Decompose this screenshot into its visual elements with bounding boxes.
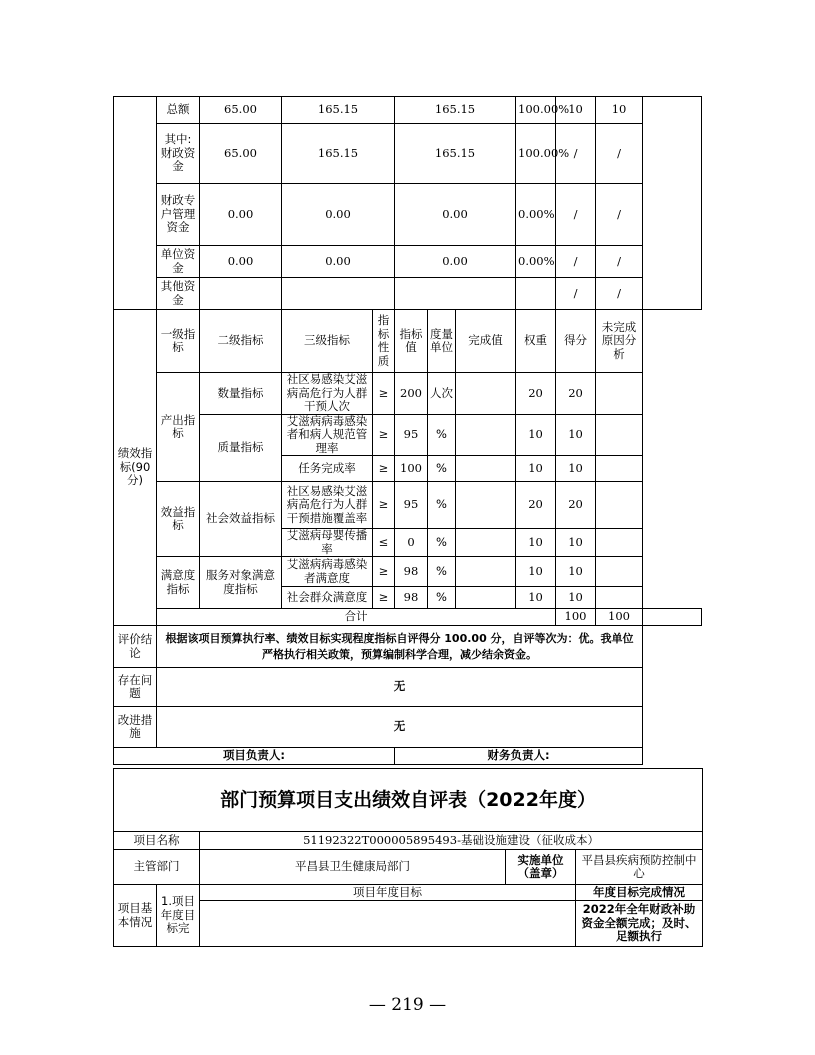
funds-score: / — [596, 184, 643, 246]
funds-row — [114, 124, 702, 184]
indicator-value: 200 — [395, 373, 428, 415]
indicator-score: 10 — [556, 587, 596, 609]
indicator-done — [456, 529, 516, 557]
funds-score: 10 — [596, 97, 643, 124]
indicator-value: 98 — [395, 587, 428, 609]
funds-full-year: 0.00 — [282, 184, 395, 246]
indicator-score: 10 — [556, 557, 596, 587]
funds-executed: 0.00 — [395, 184, 516, 246]
performance-table — [113, 96, 702, 765]
funds-score: / — [596, 246, 643, 278]
funds-rate: 100.00% — [516, 97, 556, 124]
funds-label: 财政专户管理资金 — [157, 184, 200, 246]
indicator-unit: % — [428, 414, 456, 456]
goal-text — [200, 901, 576, 947]
indicator-unit: % — [428, 482, 456, 529]
level1-benefit: 效益指标 — [157, 482, 200, 557]
funds-section-cell — [114, 97, 157, 310]
indicator-nature: ≥ — [373, 587, 395, 609]
funds-weight: / — [556, 278, 596, 310]
indicator-nature: ≤ — [373, 529, 395, 557]
indicator-reason — [596, 414, 643, 456]
indicator-name: 艾滋病母婴传播率 — [282, 529, 373, 557]
basic-info-label: 项目基本情况 — [114, 885, 157, 947]
funds-budget — [200, 278, 282, 310]
annual-goal-label: 1.项目年度目标完 — [157, 885, 200, 947]
indicator-weight: 10 — [516, 529, 556, 557]
funds-executed: 0.00 — [395, 246, 516, 278]
total-row — [114, 609, 702, 626]
indicator-nature: ≥ — [373, 373, 395, 415]
funds-executed: 165.15 — [395, 124, 516, 184]
funds-executed: 165.15 — [395, 97, 516, 124]
indicator-reason — [596, 373, 643, 415]
improve-text: 无 — [157, 707, 643, 748]
level2-quantity: 数量指标 — [200, 373, 282, 415]
indicator-unit: % — [428, 456, 456, 482]
funds-full-year: 0.00 — [282, 246, 395, 278]
indicator-reason — [596, 587, 643, 609]
indicator-value: 0 — [395, 529, 428, 557]
funds-label: 总额 — [157, 97, 200, 124]
indicator-row — [114, 482, 702, 529]
indicator-weight: 10 — [516, 557, 556, 587]
level2-service: 服务对象满意度指标 — [200, 557, 282, 609]
indicator-done — [456, 587, 516, 609]
indicator-done — [456, 373, 516, 415]
funds-score: / — [596, 124, 643, 184]
indicator-reason — [596, 557, 643, 587]
header-level2: 二级指标 — [200, 310, 282, 373]
header-level3: 三级指标 — [282, 310, 373, 373]
impl-value: 平昌县疾病预防控制中心 — [576, 850, 703, 885]
indicator-score: 10 — [556, 456, 596, 482]
funds-full-year — [282, 278, 395, 310]
indicator-value: 95 — [395, 414, 428, 456]
indicator-nature: ≥ — [373, 482, 395, 529]
indicator-name: 社区易感染艾滋病高危行为人群干预措施覆盖率 — [282, 482, 373, 529]
indicator-nature: ≥ — [373, 456, 395, 482]
perf-section-label: 绩效指标(90分) — [114, 310, 157, 626]
funds-row — [114, 184, 702, 246]
funds-rate: 0.00% — [516, 184, 556, 246]
header-score: 得分 — [556, 310, 596, 373]
header-value: 指标值 — [395, 310, 428, 373]
level2-quality: 质量指标 — [200, 414, 282, 482]
indicator-weight: 10 — [516, 587, 556, 609]
funds-rate: 0.00% — [516, 246, 556, 278]
funds-weight: / — [556, 246, 596, 278]
funds-score: / — [596, 278, 643, 310]
problems-text: 无 — [157, 668, 643, 707]
funds-row — [114, 97, 702, 124]
indicator-score: 10 — [556, 529, 596, 557]
signature-row — [114, 748, 702, 765]
indicator-unit: % — [428, 557, 456, 587]
funds-row — [114, 246, 702, 278]
indicator-weight: 20 — [516, 373, 556, 415]
indicator-reason — [596, 482, 643, 529]
indicator-done — [456, 456, 516, 482]
indicator-reason — [596, 456, 643, 482]
evaluation-row — [114, 626, 702, 668]
total-weight: 100 — [556, 609, 596, 626]
problems-row — [114, 668, 702, 707]
indicator-row — [114, 557, 702, 587]
improve-label: 改进措施 — [114, 707, 157, 748]
indicator-weight: 20 — [516, 482, 556, 529]
indicator-name: 社区易感染艾滋病高危行为人群干预人次 — [282, 373, 373, 415]
header-nature: 指标性质 — [373, 310, 395, 373]
total-label: 合计 — [157, 609, 556, 626]
problems-label: 存在问题 — [114, 668, 157, 707]
indicator-name: 任务完成率 — [282, 456, 373, 482]
level2-social: 社会效益指标 — [200, 482, 282, 557]
funds-budget: 65.00 — [200, 124, 282, 184]
level1-output: 产出指标 — [157, 373, 200, 482]
form-title: 部门预算项目支出绩效自评表（2022年度） — [114, 769, 703, 832]
indicator-row — [114, 414, 702, 456]
indicator-nature: ≥ — [373, 414, 395, 456]
funds-label: 单位资金 — [157, 246, 200, 278]
indicator-done — [456, 557, 516, 587]
indicator-done — [456, 482, 516, 529]
indicator-done — [456, 414, 516, 456]
indicator-reason — [596, 529, 643, 557]
indicator-unit: 人次 — [428, 373, 456, 415]
dept-label: 主管部门 — [114, 850, 200, 885]
funds-executed — [395, 278, 516, 310]
header-unit: 度量单位 — [428, 310, 456, 373]
improve-row — [114, 707, 702, 748]
indicator-row — [114, 373, 702, 415]
indicator-value: 100 — [395, 456, 428, 482]
done-col-header: 年度目标完成情况 — [576, 885, 703, 901]
self-eval-table — [113, 768, 703, 947]
funds-rate — [516, 278, 556, 310]
total-blank — [643, 609, 702, 626]
goal-col-header: 项目年度目标 — [200, 885, 576, 901]
funds-label: 其他资金 — [157, 278, 200, 310]
funds-full-year: 165.15 — [282, 124, 395, 184]
header-weight: 权重 — [516, 310, 556, 373]
indicator-unit: % — [428, 587, 456, 609]
indicator-name: 艾滋病病毒感染者和病人规范管理率 — [282, 414, 373, 456]
total-score: 100 — [596, 609, 643, 626]
level1-satisfaction: 满意度指标 — [157, 557, 200, 609]
evaluation-text: 根据该项目预算执行率、绩效目标实现程度指标自评得分 100.00 分，自评等次为：优。我单位严格执行相关政策，预算编制科学合理，减少结余资金。 — [157, 626, 643, 668]
indicator-weight: 10 — [516, 456, 556, 482]
funds-budget: 65.00 — [200, 97, 282, 124]
project-lead-signature: 项目负责人: — [114, 748, 395, 765]
indicator-name: 艾滋病病毒感染者满意度 — [282, 557, 373, 587]
indicator-score: 20 — [556, 482, 596, 529]
page-number: — 219 — — [368, 995, 447, 1015]
funds-rate: 100.00% — [516, 124, 556, 184]
dept-value: 平昌县卫生健康局部门 — [200, 850, 506, 885]
funds-label: 其中:财政资金 — [157, 124, 200, 184]
finance-lead-signature: 财务负责人: — [395, 748, 643, 765]
done-text: 2022年全年财政补助资金全额完成；及时、足额执行 — [576, 901, 703, 947]
indicator-weight: 10 — [516, 414, 556, 456]
funds-budget: 0.00 — [200, 246, 282, 278]
header-reason: 未完成原因分析 — [596, 310, 643, 373]
funds-full-year: 165.15 — [282, 97, 395, 124]
indicator-value: 95 — [395, 482, 428, 529]
indicator-name: 社会群众满意度 — [282, 587, 373, 609]
indicator-score: 10 — [556, 414, 596, 456]
indicator-unit: % — [428, 529, 456, 557]
header-level1: 一级指标 — [157, 310, 200, 373]
funds-weight: 10 — [556, 97, 596, 124]
funds-row — [114, 278, 702, 310]
funds-blank-cell — [643, 97, 702, 310]
funds-weight: / — [556, 124, 596, 184]
perf-header-row — [114, 310, 702, 373]
header-done: 完成值 — [456, 310, 516, 373]
evaluation-label: 评价结论 — [114, 626, 157, 668]
funds-weight: / — [556, 184, 596, 246]
project-name-value: 51192322T000005895493-基础设施建设（征收成本） — [200, 832, 703, 850]
impl-label: 实施单位（盖章） — [506, 850, 576, 885]
indicator-value: 98 — [395, 557, 428, 587]
project-name-label: 项目名称 — [114, 832, 200, 850]
indicator-score: 20 — [556, 373, 596, 415]
funds-budget: 0.00 — [200, 184, 282, 246]
indicator-nature: ≥ — [373, 557, 395, 587]
